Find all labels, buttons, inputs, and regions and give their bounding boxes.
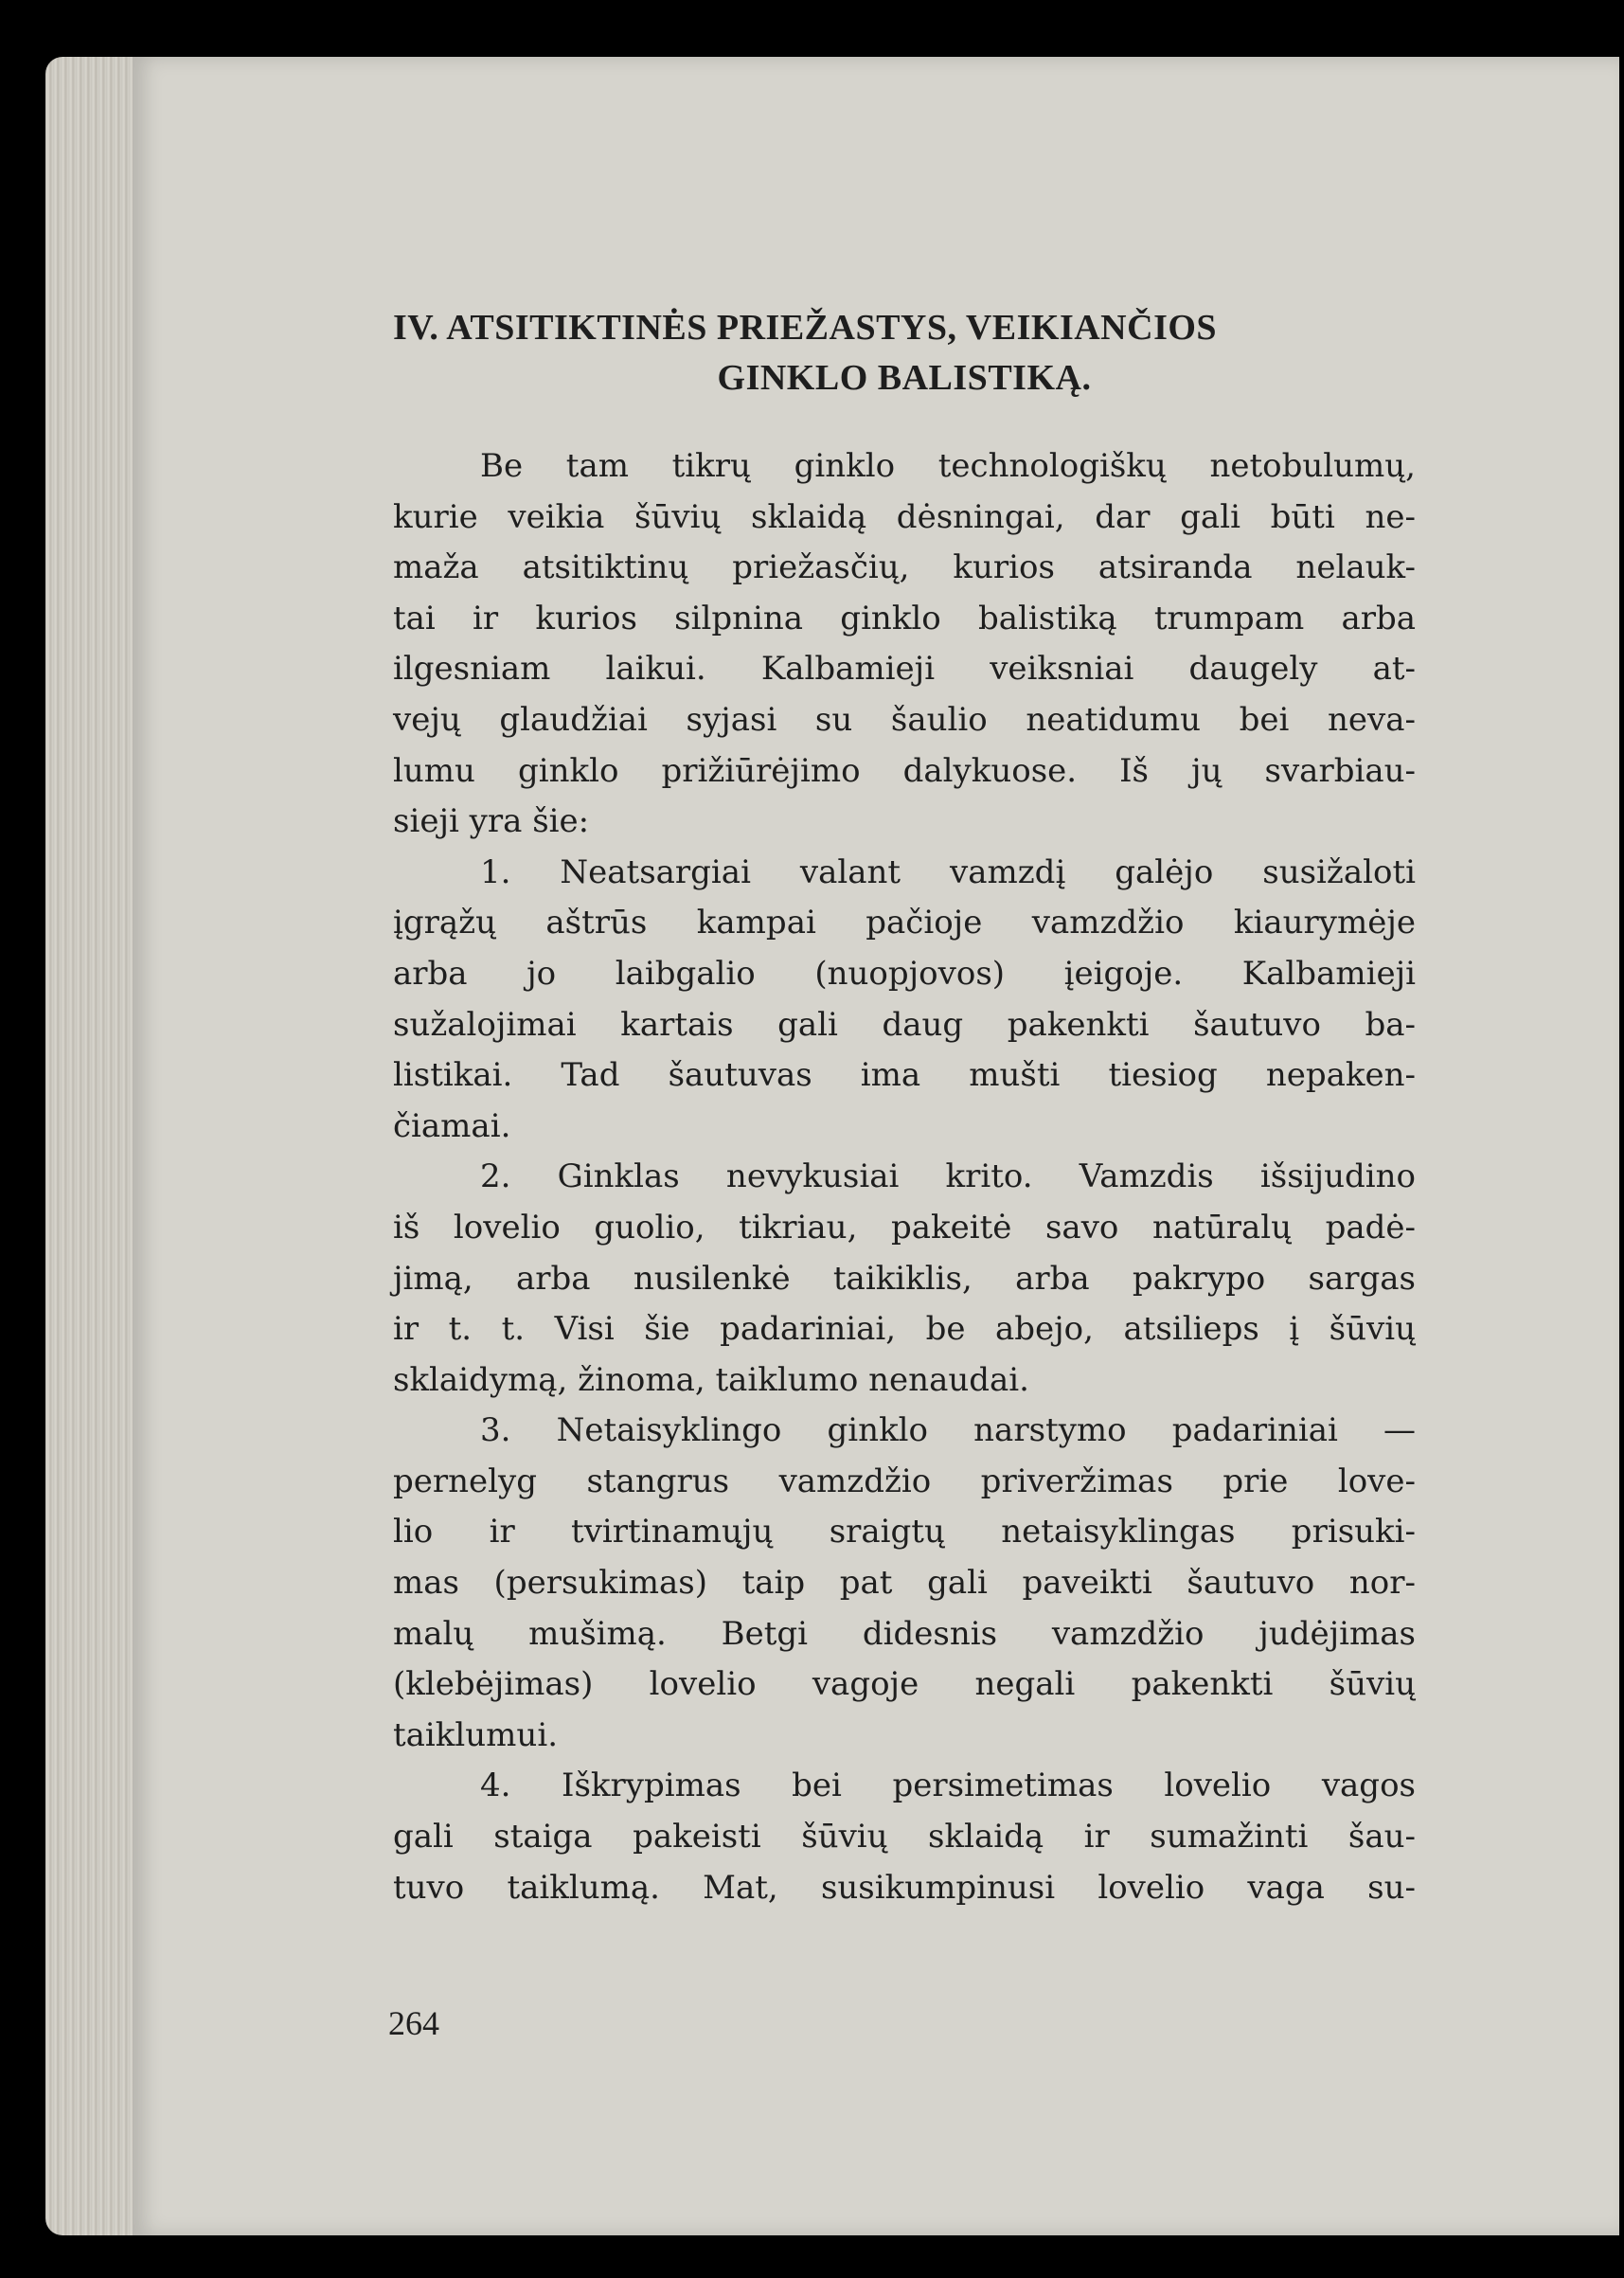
text-line: ilgesniam laikui. Kalbamieji veiksniai daugely at- (393, 650, 1416, 689)
text-line: vejų glaudžiai syjasi su šaulio neatidumu bei neva- (393, 700, 1416, 739)
text-line: 2. Ginklas nevykusiai krito. Vamzdis išsijudino (480, 1157, 1416, 1196)
text-line: iš lovelio guolio, tikriau, pakeitė savo natūralų padė- (393, 1208, 1416, 1247)
text-line: tai ir kurios silpnina ginklo balistiką trumpam arba (393, 599, 1416, 637)
text-line: 1. Neatsargiai valant vamzdį galėjo susižaloti (480, 852, 1416, 891)
text-line: įgrąžų aštrūs kampai pačioje vamzdžio kiaurymėje (393, 904, 1416, 942)
text-line: 4. Iškrypimas bei persimetimas lovelio vagos (480, 1767, 1416, 1805)
text-line: sklaidymą, žinoma, taiklumo nenaudai. (393, 1360, 1029, 1399)
text-line: kurie veikia šūvių sklaidą dėsningai, dar gali būti ne- (393, 497, 1416, 536)
chapter-heading-line-2: GINKLO BALISTIKĄ. (717, 358, 1092, 398)
text-line: tuvo taiklumą. Mat, susikumpinusi lovelio vaga su- (393, 1868, 1416, 1907)
page-number: 264 (388, 2004, 439, 2042)
chapter-heading (393, 303, 1416, 404)
text-line: mas (persukimas) taip pat gali paveikti šautuvo nor- (393, 1564, 1416, 1603)
text-line: listikai. Tad šautuvas ima mušti tiesiog nepaken- (393, 1056, 1416, 1095)
text-line: sieji yra šie: (393, 802, 590, 841)
text-line: pernelyg stangrus vamzdžio priveržimas prie love- (393, 1462, 1416, 1500)
text-line: taiklumui. (393, 1715, 559, 1754)
text-line: ir t. t. Visi šie padariniai, be abejo, atsilieps į šūvių (393, 1310, 1416, 1349)
text-line: lumu ginklo prižiūrėjimo dalykuose. Iš jų svarbiau- (393, 751, 1416, 790)
text-line: lio ir tvirtinamųjų sraigtų netaisyklingas prisuki- (393, 1513, 1416, 1552)
text-line: sužalojimai kartais gali daug pakenkti šautuvo ba- (393, 1005, 1416, 1044)
body-text (393, 441, 1416, 1913)
text-line: malų mušimą. Betgi didesnis vamzdžio judėjimas (393, 1614, 1416, 1653)
text-line: Be tam tikrų ginklo technologiškų netobulumų, (480, 447, 1416, 485)
text-line: maža atsitiktinų priežasčių, kurios atsiranda nelauk- (393, 548, 1416, 587)
text-line: čiamai. (393, 1106, 511, 1145)
chapter-heading-line-1: IV. ATSITIKTINĖS PRIEŽASTYS, VEIKIANČIOS (393, 308, 1218, 348)
page-content (393, 303, 1416, 1913)
text-line: 3. Netaisyklingo ginklo narstymo padariniai — (480, 1411, 1416, 1450)
text-line: arba jo laibgalio (nuopjovos) įeigoje. Kalbamieji (393, 954, 1416, 993)
text-line: jimą, arba nusilenkė taikiklis, arba pakrypo sargas (393, 1259, 1416, 1298)
text-line: gali staiga pakeisti šūvių sklaidą ir sumažinti šau- (393, 1818, 1416, 1856)
text-line: (klebėjimas) lovelio vagoje negali pakenkti šūvių (393, 1665, 1416, 1704)
